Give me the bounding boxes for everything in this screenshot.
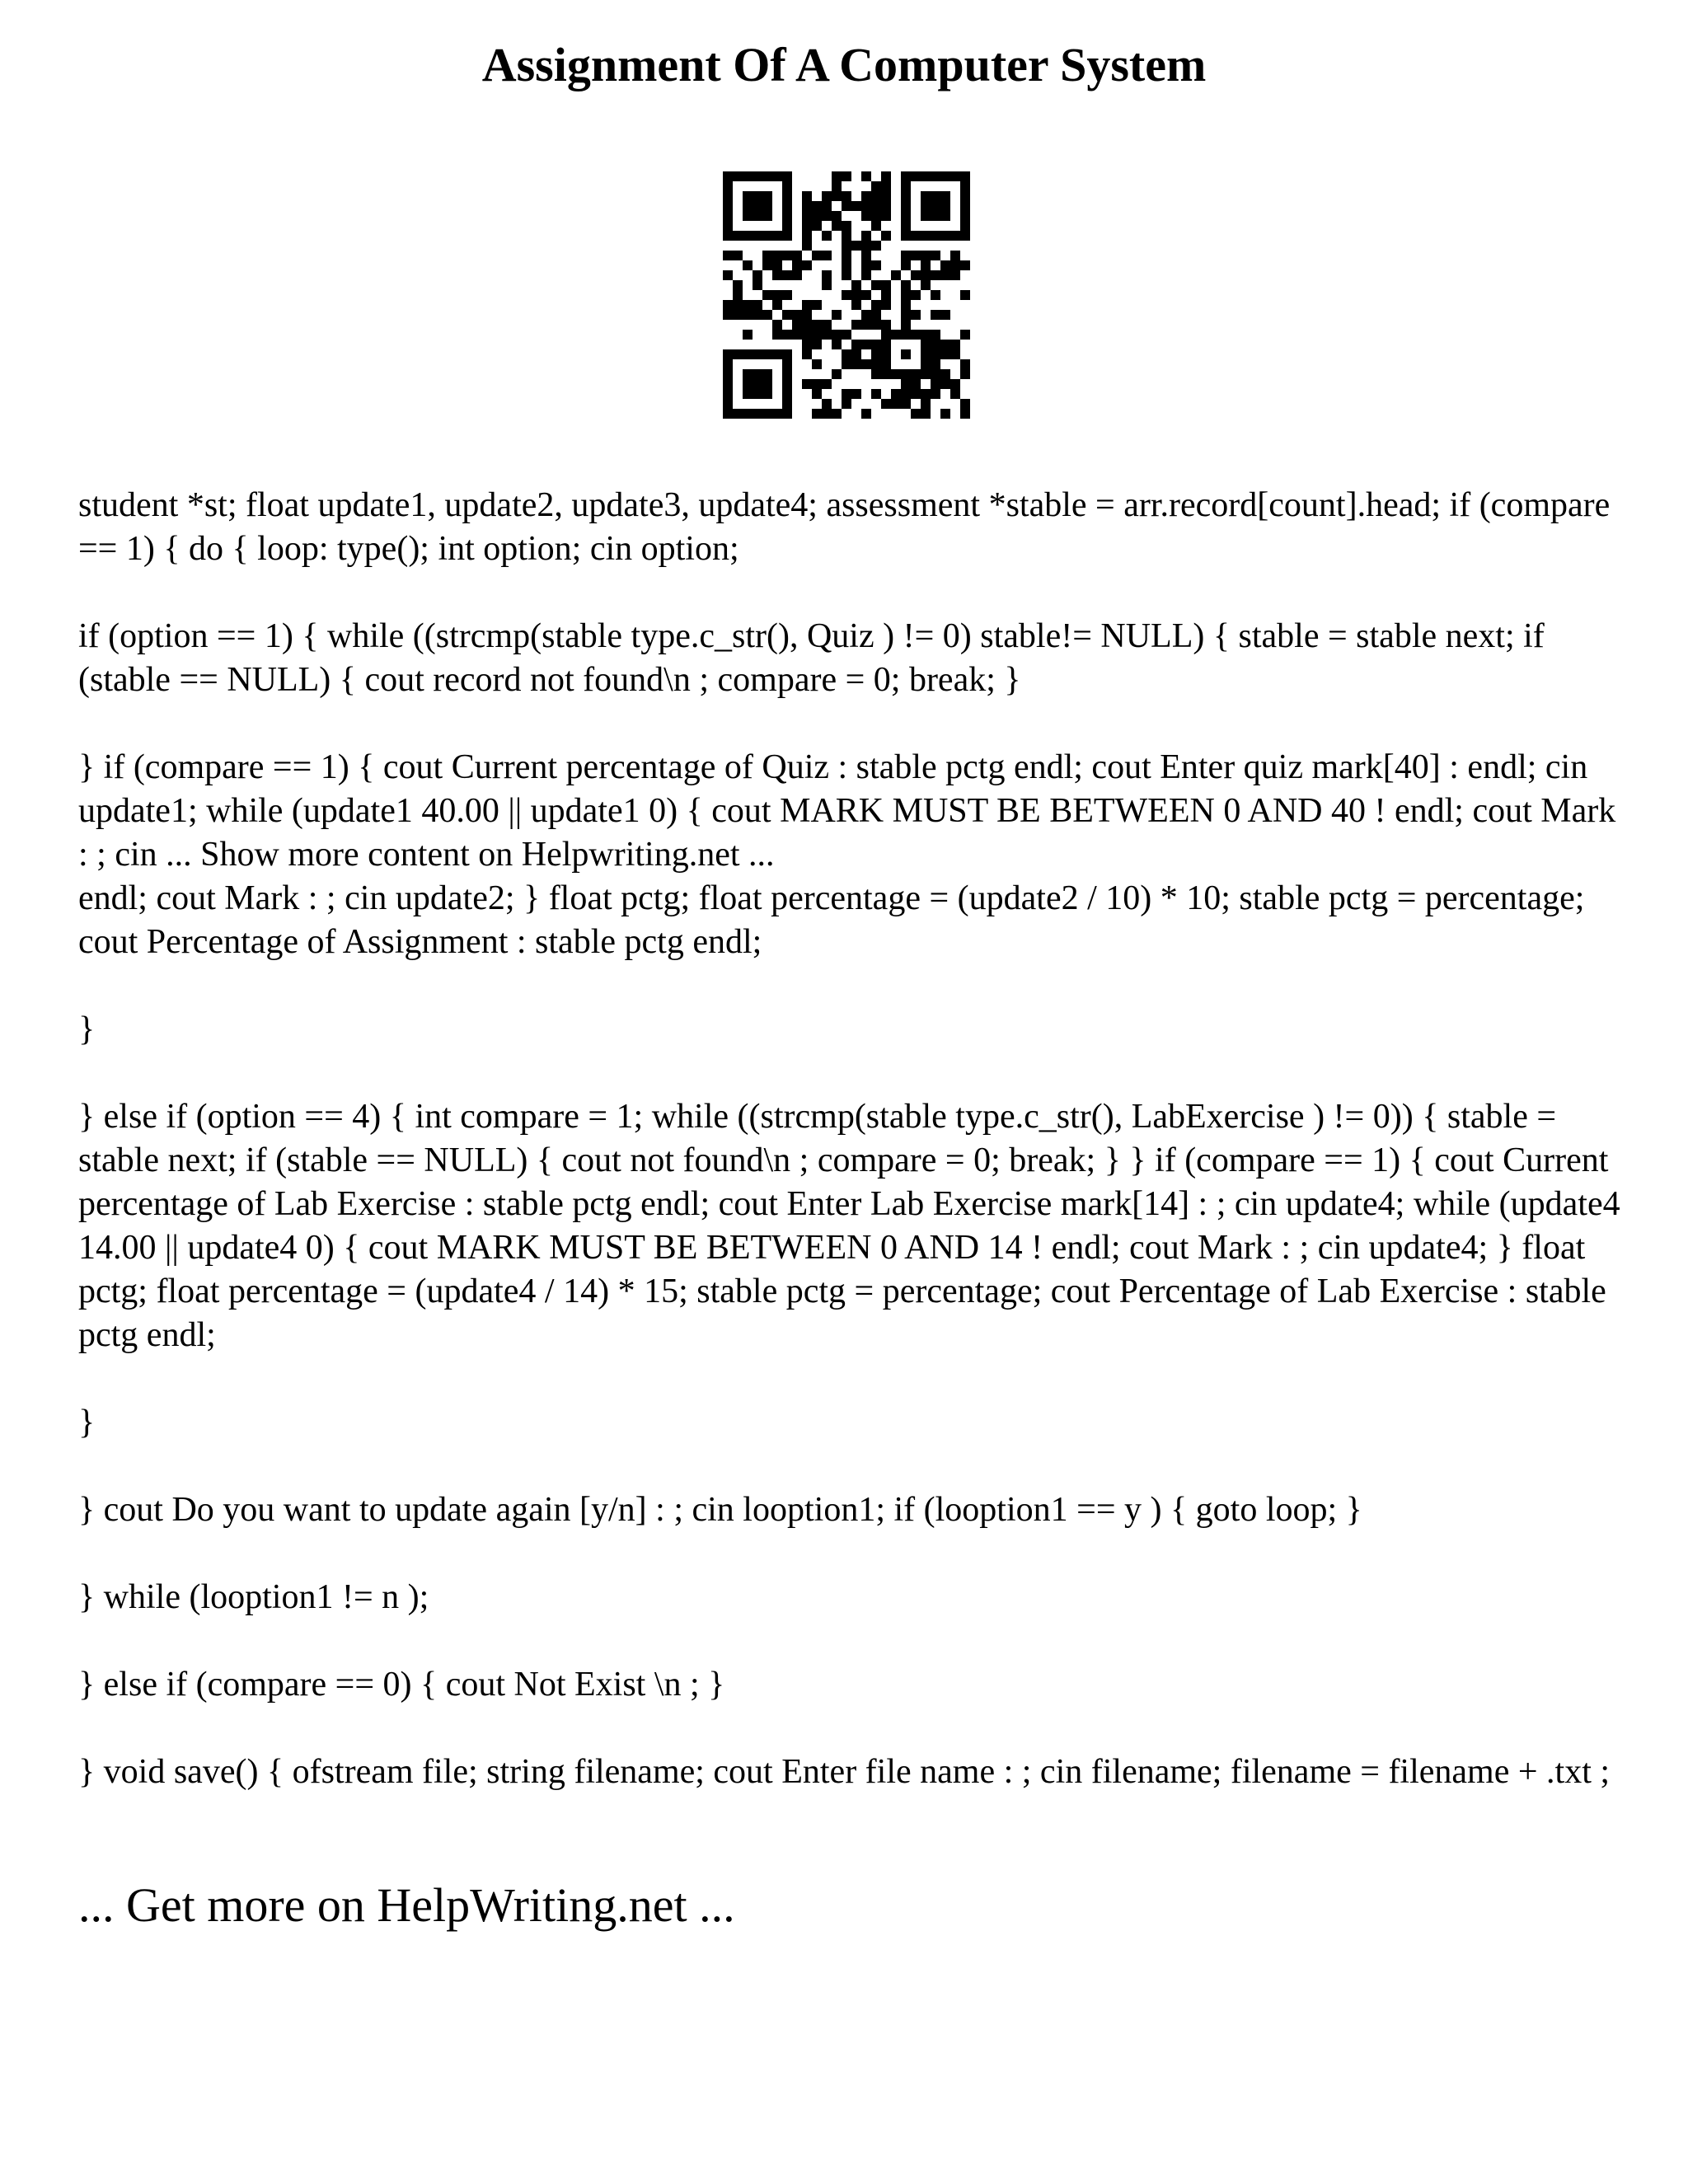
code-paragraph-8: } cout Do you want to update again [y/n] : ; cin looption1; if (looption1 == y ) { goto loop; } bbox=[78, 1491, 1362, 1529]
code-paragraph-10: } else if (compare == 0) { cout Not Exist \n ; } bbox=[78, 1666, 725, 1704]
code-paragraph-5: } bbox=[78, 1010, 96, 1048]
document-body bbox=[78, 484, 1628, 1838]
document-title: Assignment Of A Computer System bbox=[481, 38, 1207, 91]
code-paragraph-3: } if (compare == 1) { cout Current percentage of Quiz : stable pctg endl; cout Enter quiz mark[40] : endl; cin update1; while (update1 40.00 || update1 0) { cout MARK MUST BE BETWEEN 0 AND 40 ! endl; cout Mark : ; cin ... Show more content on Helpwriting.net ... bbox=[78, 748, 1616, 874]
code-paragraph-11: } void save() { ofstream file; string filename; cout Enter file name : ; cin filename; filename = filename + .txt ; bbox=[78, 1753, 1611, 1791]
qr-code-image[interactable] bbox=[723, 171, 970, 419]
code-paragraph-9: } while (looption1 != n ); bbox=[78, 1578, 429, 1616]
code-paragraph-6: } else if (option == 4) { int compare = 1; while ((strcmp(stable type.c_str(), LabExercise ) != 0)) { stable = stable next; if (stable == NULL) { cout not found\n ; compare = 0; break; } } if (compare == 1) { cout Current percentage of Lab Exercise : stable pctg endl; cout Enter Lab Exercise mark[14] : ; cin update4; while (update4 14.00 || update4 0) { cout MARK MUST BE BETWEEN 0 AND 14 ! endl; cout Mark : ; cin update4; } float pctg; float percentage = (update4 / 14) * 15; stable pctg = percentage; cout Percentage of Lab Exercise : stable pctg endl; bbox=[78, 1098, 1620, 1354]
code-paragraph-4: endl; cout Mark : ; cin update2; } float pctg; float percentage = (update2 / 10) * 10; stable pctg = percentage; cout Percentage of Assignment : stable pctg endl; bbox=[78, 879, 1585, 961]
get-more-link[interactable]: ... Get more on HelpWriting.net ... bbox=[78, 1878, 735, 1932]
code-paragraph-2: if (option == 1) { while ((strcmp(stable type.c_str(), Quiz ) != 0) stable!= NULL) { stable = stable next; if (stable == NULL) { cout record not found\n ; compare = 0; break; } bbox=[78, 617, 1545, 699]
code-paragraph-7: } bbox=[78, 1404, 96, 1441]
qr-code-icon bbox=[723, 171, 970, 419]
code-paragraph-1: student *st; float update1, update2, update3, update4; assessment *stable = arr.record[count].head; if (compare == 1) { do { loop: type(); int option; cin option; bbox=[78, 486, 1611, 568]
